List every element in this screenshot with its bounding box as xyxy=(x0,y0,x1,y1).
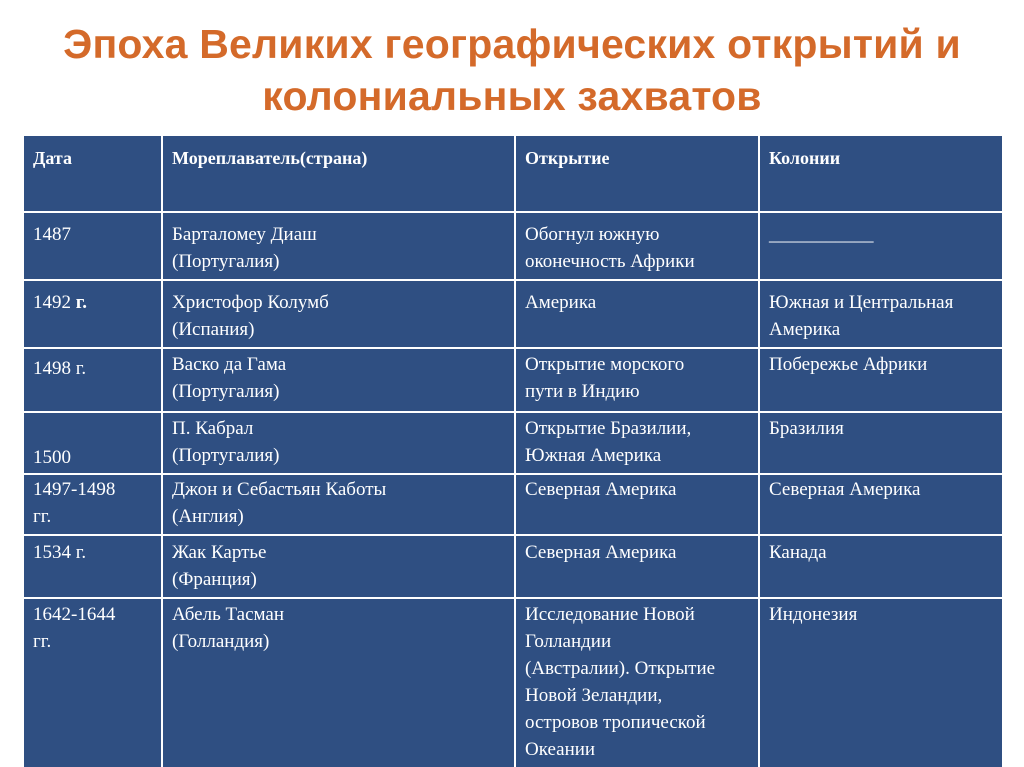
cell-discovery: Обогнул южную оконечность Африки xyxy=(515,212,759,280)
table-row xyxy=(23,535,1003,598)
cell-navigator: Абель Тасман (Голландия) xyxy=(162,598,515,767)
header-discovery: Открытие xyxy=(515,135,759,212)
title-line-1: Эпоха Великих географических открытий и xyxy=(63,21,961,67)
cell-date: 1498 г. xyxy=(23,348,162,412)
page-title xyxy=(0,18,1024,122)
cell-discovery: Америка xyxy=(515,280,759,348)
cell-colonies: Индонезия xyxy=(759,598,1003,767)
cell-colonies: ___________ xyxy=(759,212,1003,280)
cell-navigator: Васко да Гама (Португалия) xyxy=(162,348,515,412)
table-header-row xyxy=(23,135,1003,212)
cell-date: 1487 xyxy=(23,212,162,280)
table-row xyxy=(23,212,1003,280)
cell-colonies: Побережье Африки xyxy=(759,348,1003,412)
cell-navigator: Жак Картье (Франция) xyxy=(162,535,515,598)
cell-date: 1492 г. xyxy=(23,280,162,348)
cell-discovery: Исследование Новой Голландии (Австралии). Открытие Новой Зеландии, островов тропической Океании xyxy=(515,598,759,767)
cell-colonies: Бразилия xyxy=(759,412,1003,474)
discoveries-table-wrapper xyxy=(22,134,1002,760)
cell-date: 1642-1644 гг. xyxy=(23,598,162,767)
table-row xyxy=(23,280,1003,348)
table-row xyxy=(23,348,1003,412)
header-navigator: Мореплаватель(страна) xyxy=(162,135,515,212)
discoveries-table xyxy=(22,134,1004,767)
title-line-2: колониальных захватов xyxy=(262,73,762,119)
table-row xyxy=(23,598,1003,767)
cell-date: 1534 г. xyxy=(23,535,162,598)
cell-discovery: Открытие морского пути в Индию xyxy=(515,348,759,412)
cell-colonies: Северная Америка xyxy=(759,474,1003,535)
table-row xyxy=(23,412,1003,474)
cell-discovery: Открытие Бразилии, Южная Америка xyxy=(515,412,759,474)
cell-navigator: Барталомеу Диаш (Португалия) xyxy=(162,212,515,280)
cell-navigator: Джон и Себастьян Каботы (Англия) xyxy=(162,474,515,535)
header-colonies: Колонии xyxy=(759,135,1003,212)
cell-discovery: Северная Америка xyxy=(515,535,759,598)
cell-navigator: П. Кабрал (Португалия) xyxy=(162,412,515,474)
cell-colonies: Южная и Центральная Америка xyxy=(759,280,1003,348)
cell-discovery: Северная Америка xyxy=(515,474,759,535)
cell-colonies: Канада xyxy=(759,535,1003,598)
cell-date: 1497-1498 гг. xyxy=(23,474,162,535)
cell-date: 1500 xyxy=(23,412,162,474)
cell-navigator: Христофор Колумб (Испания) xyxy=(162,280,515,348)
table-row xyxy=(23,474,1003,535)
header-date: Дата xyxy=(23,135,162,212)
